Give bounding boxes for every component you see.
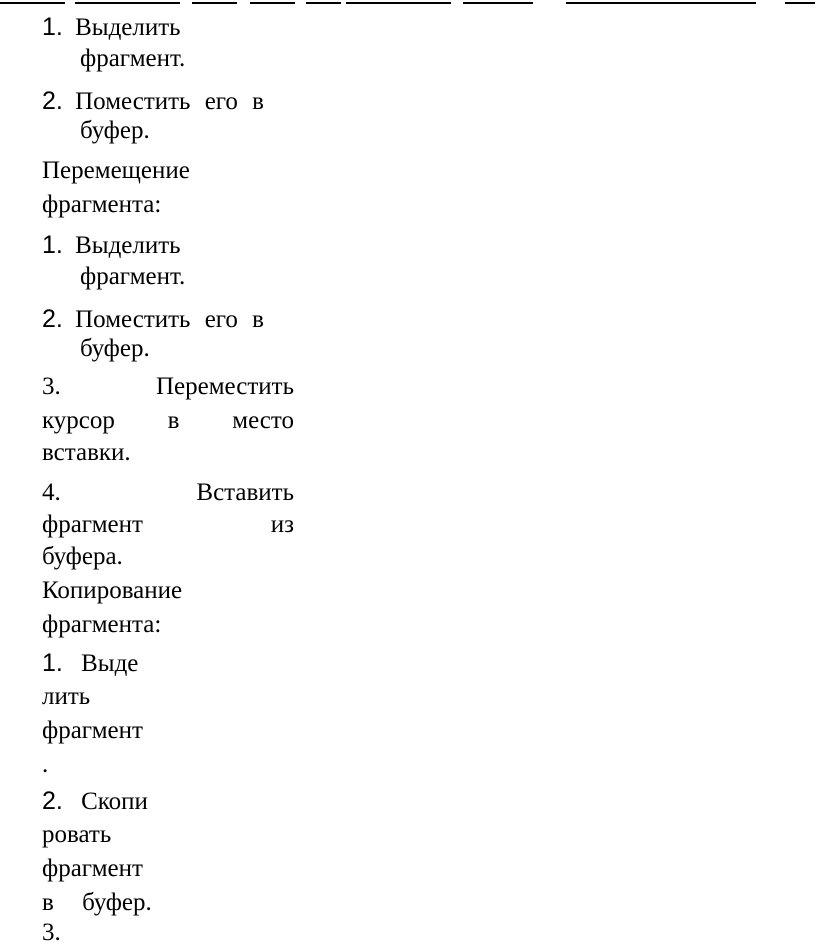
word: в [42,889,54,916]
rule-segment [463,2,533,4]
word: место [232,407,294,434]
list-item [42,304,264,335]
list-number: 1. [42,649,63,677]
list-item-cont: буфер. [80,117,150,144]
list-number: 3. [42,919,61,946]
list-item-cont: буфер. [80,335,150,362]
section-heading: Перемещение [42,157,190,184]
rule-segment [75,2,180,4]
list-number: 1. [42,13,63,41]
list-item-cont: фрагмент. [80,263,186,290]
list-number: 3. [42,373,61,400]
list-item-line: ровать [42,821,112,848]
list-item-line: фрагмент [42,855,143,882]
list-number: 2. [42,787,63,815]
rule-segment [306,2,341,4]
list-item [42,478,294,508]
list-text: Вставить [196,479,294,506]
list-item-line: буфера. [42,543,123,570]
list-item-line: фрагмент [42,717,143,744]
list-item-line: вставки. [42,439,131,466]
rule-segment [0,2,65,4]
list-text: Поместить его в [75,306,264,333]
list-item-line [42,510,294,540]
section-heading-cont: фрагмента: [42,191,162,218]
list-item [42,648,138,679]
word: фрагмент [42,511,143,538]
rule-segment [192,2,237,4]
list-text: Выделить [75,232,181,259]
rule-segment [566,2,756,4]
list-item-line: лить [42,683,91,710]
list-item [42,12,181,43]
list-item-line: . [42,751,49,778]
word: буфер. [82,889,152,916]
rule-segment [785,2,815,4]
list-item [42,230,181,261]
word: в [167,407,180,434]
list-item [42,86,264,117]
list-text: Переместить [155,373,294,400]
list-number: 2. [42,87,63,115]
list-text: Поместить его в [75,88,264,115]
rule-segment [250,2,295,4]
section-heading-cont: фрагмента: [42,611,162,638]
top-rule [0,0,816,8]
list-item-line [42,888,152,918]
list-item [42,786,148,817]
section-heading: Копирование [42,577,183,604]
list-item-cont: фрагмент. [80,45,186,72]
list-number: 2. [42,305,63,333]
list-text: Скопи [81,788,148,815]
word: из [270,511,294,538]
word: курсор [42,407,115,434]
list-item [42,372,294,402]
list-number: 1. [42,231,63,259]
list-text: Выделить [75,14,181,41]
rule-segment [346,2,451,4]
list-number: 4. [42,479,61,506]
list-text: Выде [81,650,139,677]
list-item-line [42,406,294,436]
